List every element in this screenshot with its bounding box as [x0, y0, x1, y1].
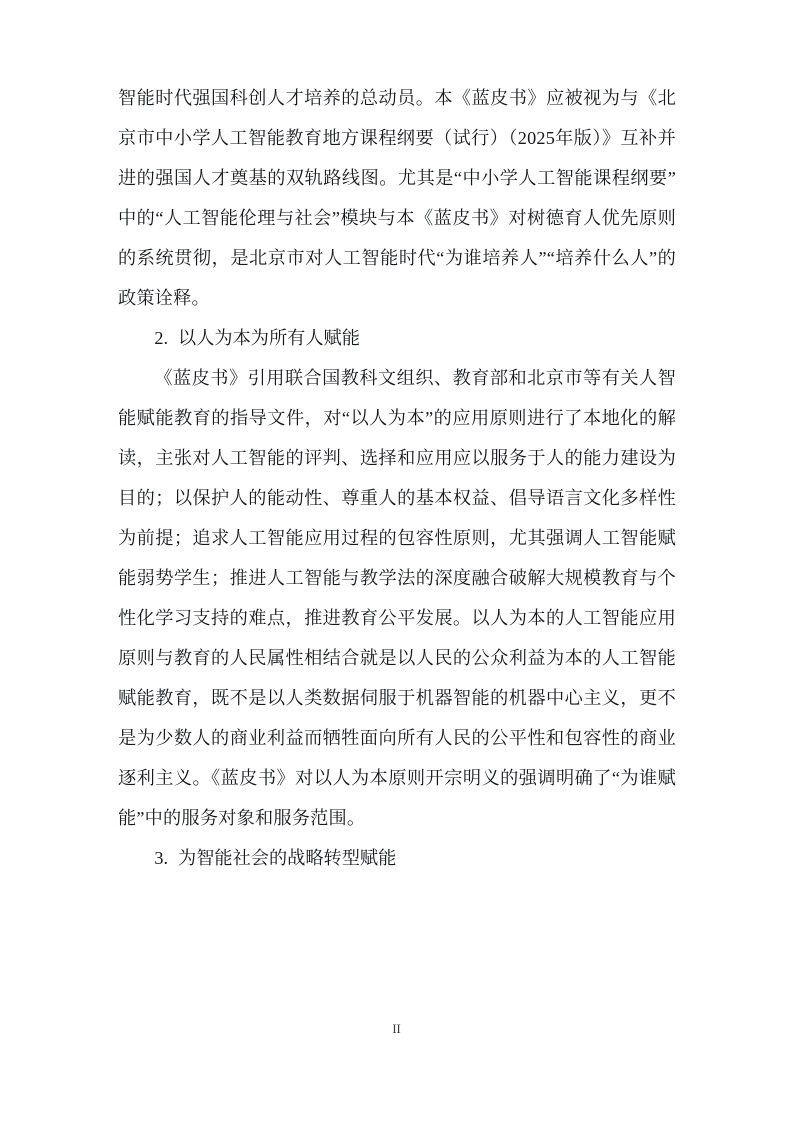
section-title-2: 以人为本为所有人赋能	[178, 328, 360, 348]
section-title-3: 为智能社会的战略转型赋能	[178, 848, 397, 868]
section-heading-3	[118, 838, 676, 878]
section-number-3: 3.	[154, 848, 169, 868]
page-content	[118, 78, 676, 878]
section-number-2: 2.	[154, 328, 169, 348]
paragraph-1: 智能时代强国科创人才培养的总动员。本《蓝皮书》应被视为与《北京市中小学人工智能教育地方课程纲要（试行）（2025年版）》互补并进的强国人才奠基的双轨路线图。尤其是“中小学人工智能课程纲要”中的“人工智能伦理与社会”模块与本《蓝皮书》对树德育人优先原则的系统贯彻，是北京市对人工智能时代“为谁培养人”“培养什么人”的政策诠释。	[118, 88, 676, 308]
section-heading-2	[118, 318, 676, 358]
paragraph-2: 《蓝皮书》引用联合国教科文组织、教育部和北京市等有关人智能赋能教育的指导文件，对“以人为本”的应用原则进行了本地化的解读，主张对人工智能的评判、选择和应用应以服务于人的能力建设为目的；以保护人的能动性、尊重人的基本权益、倡导语言文化多样性为前提；追求人工智能应用过程的包容性原则，尤其强调人工智能赋能弱势学生；推进人工智能与教学法的深度融合破解大规模教育与个性化学习支持的难点，推进教育公平发展。以人为本的人工智能应用原则与教育的人民属性相结合就是以人民的公众利益为本的人工智能赋能教育，既不是以人类数据伺服于机器智能的机器中心主义，更不是为少数人的商业利益而牺牲面向所有人民的公平性和包容性的商业逐利主义。《蓝皮书》对以人为本原则开宗明义的强调明确了“为谁赋能”中的服务对象和服务范围。	[118, 368, 676, 828]
page-number: II	[392, 1022, 401, 1036]
